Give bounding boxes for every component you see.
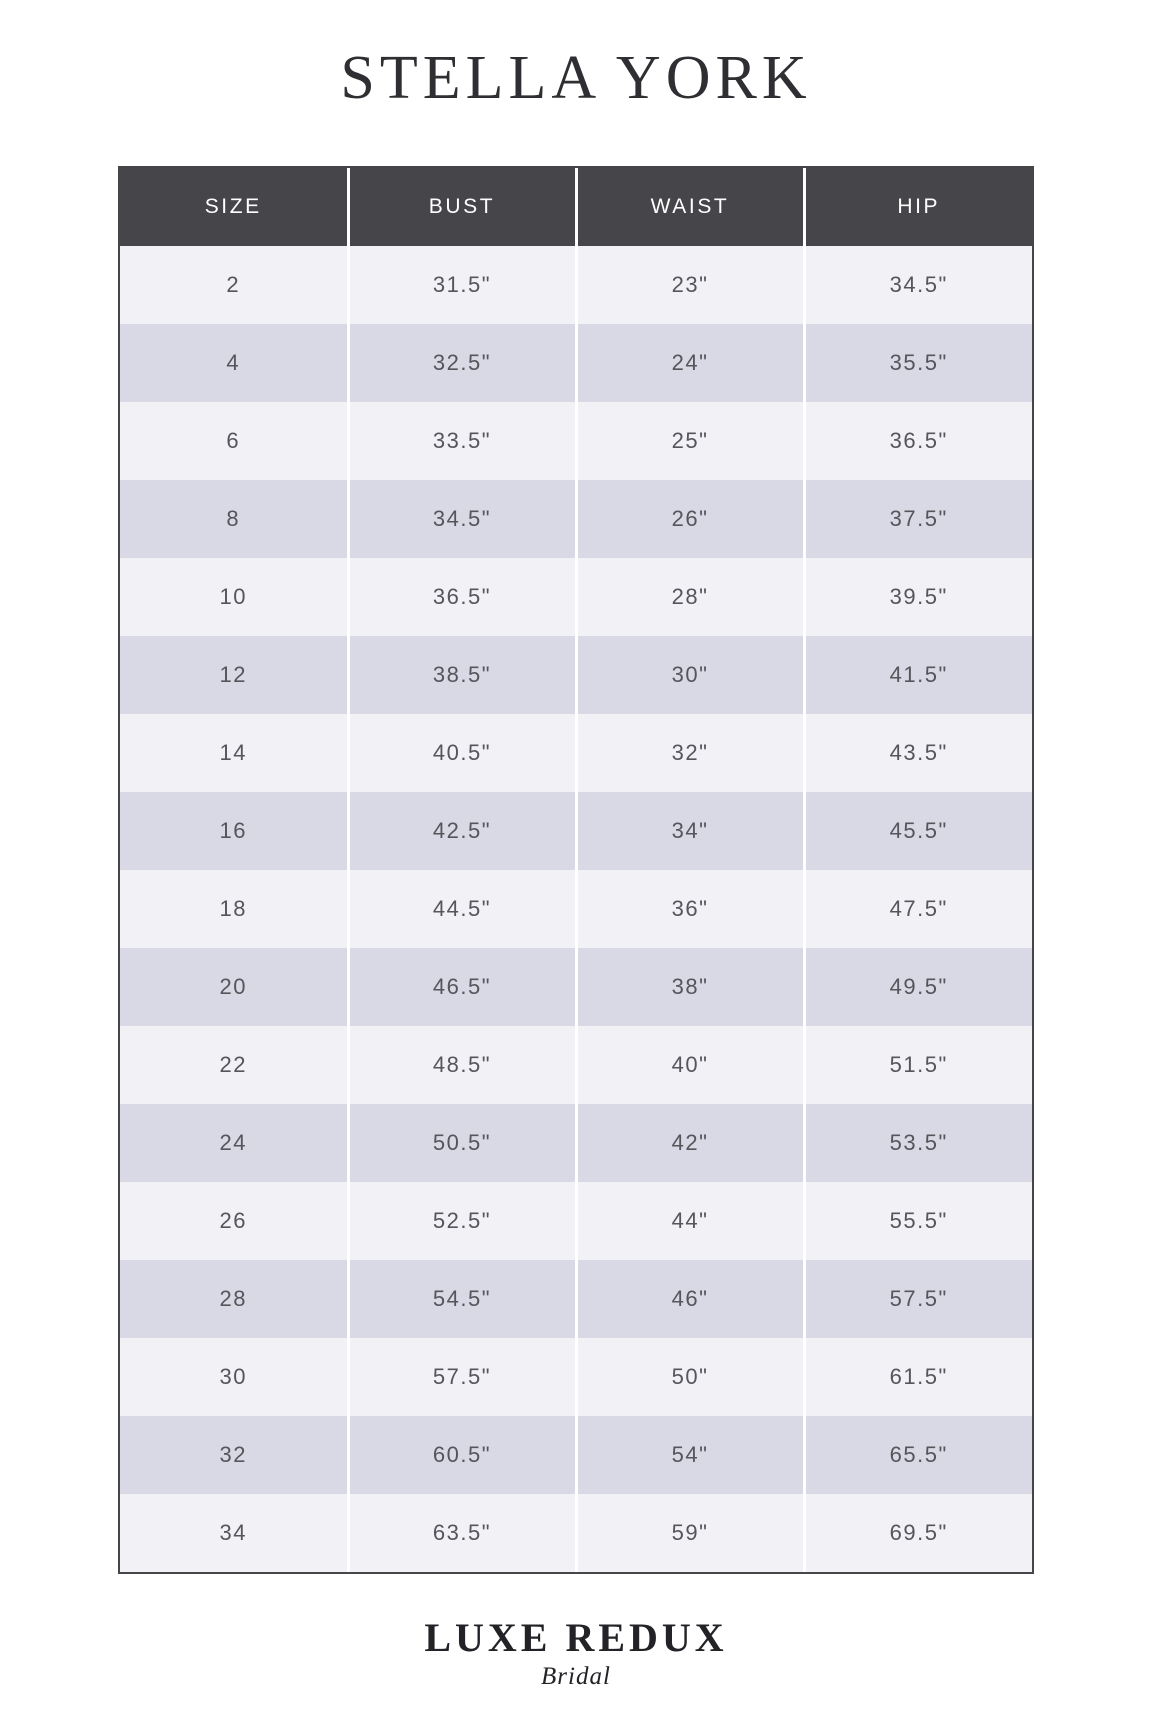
cell-bust: 34.5" (348, 480, 576, 558)
cell-size: 26 (120, 1182, 348, 1260)
cell-size: 32 (120, 1416, 348, 1494)
cell-hip: 39.5" (804, 558, 1032, 636)
cell-waist: 26" (576, 480, 804, 558)
cell-bust: 33.5" (348, 402, 576, 480)
cell-waist: 24" (576, 324, 804, 402)
table-row (120, 246, 1032, 324)
table-row (120, 636, 1032, 714)
cell-size: 2 (120, 246, 348, 324)
cell-size: 12 (120, 636, 348, 714)
cell-size: 14 (120, 714, 348, 792)
table-row (120, 1338, 1032, 1416)
table-row (120, 1416, 1032, 1494)
table-row (120, 558, 1032, 636)
footer-brand-name: LUXE REDUX (424, 1615, 728, 1661)
cell-hip: 36.5" (804, 402, 1032, 480)
table-header (120, 168, 1032, 246)
cell-waist: 34" (576, 792, 804, 870)
cell-size: 6 (120, 402, 348, 480)
size-chart-table-wrapper (118, 166, 1034, 1574)
table-row (120, 1494, 1032, 1572)
cell-hip: 57.5" (804, 1260, 1032, 1338)
table-row (120, 870, 1032, 948)
footer-logo (424, 1615, 728, 1691)
cell-bust: 31.5" (348, 246, 576, 324)
table-header-row (120, 168, 1032, 246)
page-title: STELLA YORK (340, 44, 812, 112)
cell-size: 22 (120, 1026, 348, 1104)
cell-waist: 23" (576, 246, 804, 324)
cell-bust: 32.5" (348, 324, 576, 402)
column-header-bust: BUST (348, 168, 576, 246)
cell-bust: 36.5" (348, 558, 576, 636)
cell-waist: 40" (576, 1026, 804, 1104)
cell-bust: 50.5" (348, 1104, 576, 1182)
cell-waist: 25" (576, 402, 804, 480)
cell-size: 34 (120, 1494, 348, 1572)
cell-hip: 61.5" (804, 1338, 1032, 1416)
cell-bust: 46.5" (348, 948, 576, 1026)
cell-size: 8 (120, 480, 348, 558)
cell-hip: 49.5" (804, 948, 1032, 1026)
column-header-waist: WAIST (576, 168, 804, 246)
cell-hip: 69.5" (804, 1494, 1032, 1572)
cell-bust: 44.5" (348, 870, 576, 948)
cell-hip: 53.5" (804, 1104, 1032, 1182)
cell-hip: 43.5" (804, 714, 1032, 792)
cell-waist: 38" (576, 948, 804, 1026)
table-row (120, 792, 1032, 870)
cell-size: 28 (120, 1260, 348, 1338)
cell-waist: 59" (576, 1494, 804, 1572)
footer-brand-tagline: Bridal (541, 1663, 611, 1691)
size-chart-border (118, 166, 1034, 1574)
cell-hip: 47.5" (804, 870, 1032, 948)
cell-size: 24 (120, 1104, 348, 1182)
table-row (120, 480, 1032, 558)
table-row (120, 402, 1032, 480)
cell-size: 10 (120, 558, 348, 636)
table-row (120, 948, 1032, 1026)
table-row (120, 1104, 1032, 1182)
cell-bust: 48.5" (348, 1026, 576, 1104)
cell-waist: 36" (576, 870, 804, 948)
table-row (120, 324, 1032, 402)
cell-waist: 50" (576, 1338, 804, 1416)
cell-waist: 42" (576, 1104, 804, 1182)
cell-waist: 44" (576, 1182, 804, 1260)
cell-hip: 55.5" (804, 1182, 1032, 1260)
table-row (120, 714, 1032, 792)
cell-bust: 54.5" (348, 1260, 576, 1338)
size-chart-table (120, 168, 1032, 1572)
cell-hip: 45.5" (804, 792, 1032, 870)
cell-waist: 46" (576, 1260, 804, 1338)
cell-bust: 42.5" (348, 792, 576, 870)
cell-bust: 60.5" (348, 1416, 576, 1494)
cell-hip: 34.5" (804, 246, 1032, 324)
table-row (120, 1260, 1032, 1338)
cell-size: 20 (120, 948, 348, 1026)
column-header-hip: HIP (804, 168, 1032, 246)
cell-hip: 41.5" (804, 636, 1032, 714)
cell-waist: 32" (576, 714, 804, 792)
cell-bust: 38.5" (348, 636, 576, 714)
table-row (120, 1182, 1032, 1260)
table-body (120, 246, 1032, 1572)
column-header-size: SIZE (120, 168, 348, 246)
cell-waist: 30" (576, 636, 804, 714)
cell-bust: 40.5" (348, 714, 576, 792)
cell-size: 30 (120, 1338, 348, 1416)
cell-hip: 35.5" (804, 324, 1032, 402)
cell-bust: 52.5" (348, 1182, 576, 1260)
cell-hip: 37.5" (804, 480, 1032, 558)
cell-waist: 28" (576, 558, 804, 636)
cell-size: 4 (120, 324, 348, 402)
cell-bust: 63.5" (348, 1494, 576, 1572)
cell-size: 16 (120, 792, 348, 870)
cell-bust: 57.5" (348, 1338, 576, 1416)
cell-hip: 65.5" (804, 1416, 1032, 1494)
cell-size: 18 (120, 870, 348, 948)
cell-hip: 51.5" (804, 1026, 1032, 1104)
cell-waist: 54" (576, 1416, 804, 1494)
table-row (120, 1026, 1032, 1104)
